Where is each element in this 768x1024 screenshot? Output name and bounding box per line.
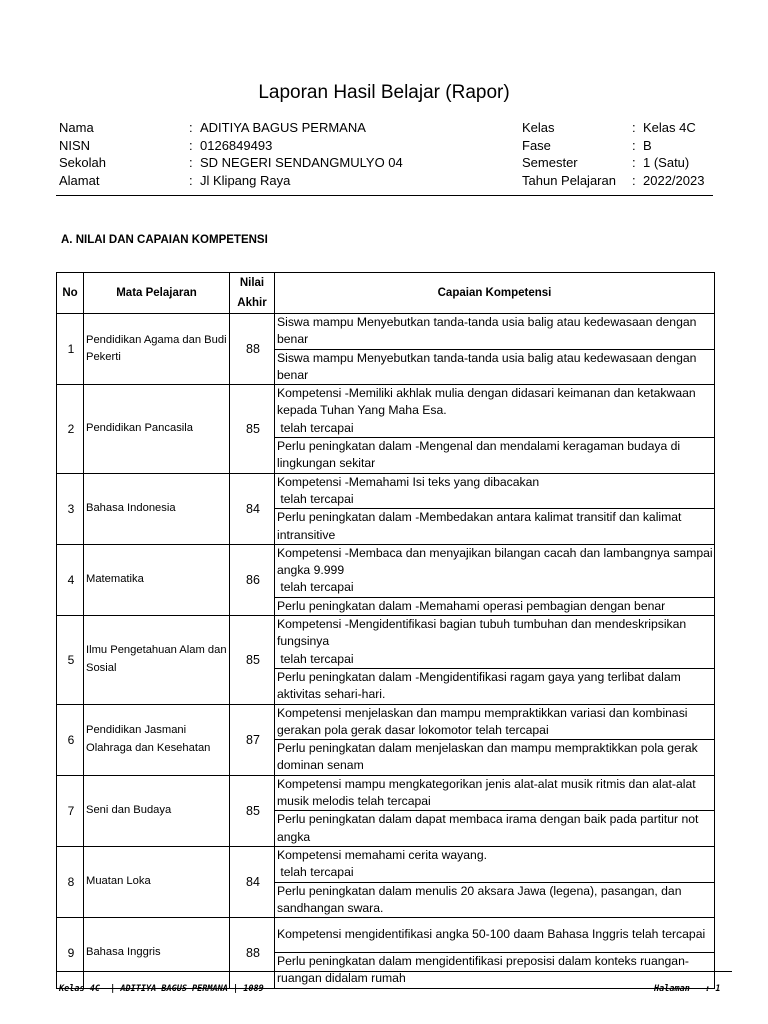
info-colon: :: [189, 155, 193, 170]
header-score: [230, 273, 275, 314]
info-row-alamat: [59, 172, 459, 190]
info-row-nisn: [59, 137, 459, 155]
report-title: Laporan Hasil Belajar (Rapor): [258, 82, 510, 103]
row-number: 8: [57, 846, 84, 917]
row-number: 7: [57, 775, 84, 846]
info-colon: :: [632, 120, 636, 135]
competency-improvement: Perlu peningkatan dalam menulis 20 aksara Jawa (legena), pasangan, dan sandhangan swara.: [275, 882, 715, 918]
subject-name: Seni dan Budaya: [84, 775, 230, 846]
header-competency: Capaian Kompetensi: [275, 273, 715, 314]
table-row: [57, 775, 715, 811]
header-score-line1: Nilai: [239, 277, 265, 289]
final-score: 84: [230, 846, 275, 917]
header-score-line2: Akhir: [237, 297, 267, 309]
final-score: 88: [230, 918, 275, 989]
row-number: 5: [57, 616, 84, 704]
table-row: [57, 544, 715, 597]
table-row: [57, 918, 715, 953]
info-row-nama: [59, 119, 459, 137]
competency-improvement: Perlu peningkatan dalam -Mengidentifikasi ragam gaya yang terlibat dalam aktivitas sehari-hari.: [275, 668, 715, 704]
info-label: Nama: [59, 120, 94, 135]
info-value: ADITIYA BAGUS PERMANA: [200, 120, 366, 135]
info-value: SD NEGERI SENDANGMULYO 04: [200, 155, 403, 170]
subject-name: Pendidikan Agama dan Budi Pekerti: [84, 314, 230, 385]
info-value: 1 (Satu): [643, 155, 690, 170]
table-header-row: [57, 273, 715, 314]
info-colon: :: [632, 172, 636, 188]
row-number: 2: [57, 385, 84, 473]
info-row-semester: [522, 154, 742, 172]
final-score: 85: [230, 385, 275, 473]
info-value: Kelas 4C: [643, 120, 696, 135]
footer-page-number: Halaman : 1: [654, 984, 721, 994]
competency-achieved: Kompetensi -Memahami Isi teks yang dibacakan telah tercapai: [275, 473, 715, 509]
subject-name: Muatan Loka: [84, 846, 230, 917]
competency-achieved: Kompetensi mengidentifikasi angka 50-100 daam Bahasa Inggris telah tercapai: [275, 918, 715, 953]
subject-name: Pendidikan Jasmani Olahraga dan Kesehatan: [84, 704, 230, 775]
section-title: A. NILAI DAN CAPAIAN KOMPETENSI: [61, 234, 268, 246]
info-colon: :: [189, 172, 193, 188]
competency-achieved: Kompetensi -Membaca dan menyajikan bilangan cacah dan lambangnya sampai angka 9.999 telah tercapai: [275, 544, 715, 597]
row-number: 9: [57, 918, 84, 989]
competency-improvement: Perlu peningkatan dalam mengidentifikasi preposisi dalam konteks ruangan-ruangan didalam rumah: [275, 953, 715, 989]
header-no: No: [57, 273, 84, 314]
competency-achieved: Kompetensi memahami cerita wayang. telah tercapai: [275, 846, 715, 882]
competency-achieved: Siswa mampu Menyebutkan tanda-tanda usia balig atau kedewasaan dengan benar: [275, 314, 715, 350]
info-label: Semester: [522, 155, 578, 170]
row-number: 1: [57, 314, 84, 385]
row-number: 4: [57, 544, 84, 615]
info-label: Fase: [522, 137, 551, 153]
grades-table: [56, 272, 715, 989]
info-label: Kelas: [522, 120, 555, 135]
subject-name: Bahasa Inggris: [84, 918, 230, 989]
competency-achieved: Kompetensi -Memiliki akhlak mulia dengan didasari keimanan dan ketakwaan kepada Tuhan Yang Maha Esa. telah tercapai: [275, 385, 715, 438]
info-value: Jl Klipang Raya: [200, 172, 291, 188]
footer-divider: [56, 971, 732, 972]
info-value: 0126849493: [200, 137, 273, 153]
info-value: 2022/2023: [643, 172, 705, 188]
subject-name: Pendidikan Pancasila: [84, 385, 230, 473]
row-number: 3: [57, 473, 84, 544]
table-row: [57, 473, 715, 509]
final-score: 87: [230, 704, 275, 775]
table-row: [57, 616, 715, 669]
competency-improvement: Perlu peningkatan dalam menjelaskan dan mampu mempraktikkan pola gerak dominan senam: [275, 740, 715, 776]
info-colon: :: [189, 120, 193, 135]
info-row-fase: [522, 137, 742, 155]
subject-name: Matematika: [84, 544, 230, 615]
competency-achieved: Kompetensi -Mengidentifikasi bagian tubuh tumbuhan dan mendeskripsikan fungsinya telah tercapai: [275, 616, 715, 669]
info-label: Tahun Pelajaran: [522, 172, 616, 188]
footer-info: Kelas 4C | ADITIYA BAGUS PERMANA | 1089: [59, 984, 264, 994]
final-score: 86: [230, 544, 275, 615]
final-score: 88: [230, 314, 275, 385]
competency-achieved: Kompetensi menjelaskan dan mampu mempraktikkan variasi dan kombinasi gerakan pola gerak dasar lokomotor telah tercapai: [275, 704, 715, 740]
info-row-sekolah: [59, 154, 459, 172]
header-subject: Mata Pelajaran: [84, 273, 230, 314]
row-number: 6: [57, 704, 84, 775]
table-row: [57, 704, 715, 740]
competency-improvement: Perlu peningkatan dalam -Membedakan antara kalimat transitif dan kalimat intransitive: [275, 509, 715, 545]
grades-body: [57, 314, 715, 989]
competency-improvement: Perlu peningkatan dalam dapat membaca irama dengan baik pada partitur not angka: [275, 811, 715, 847]
header-divider: [56, 195, 713, 196]
subject-name: Ilmu Pengetahuan Alam dan Sosial: [84, 616, 230, 704]
student-info: [59, 119, 459, 189]
info-row-tahun-pelajaran: [522, 172, 742, 190]
table-row: [57, 846, 715, 882]
final-score: 85: [230, 616, 275, 704]
competency-improvement: Perlu peningkatan dalam -Mengenal dan mendalami keragaman budaya di lingkungan sekitar: [275, 438, 715, 474]
info-colon: :: [189, 137, 193, 153]
competency-improvement: Perlu peningkatan dalam -Memahami operasi pembagian dengan benar: [275, 597, 715, 615]
final-score: 84: [230, 473, 275, 544]
table-row: [57, 314, 715, 350]
class-info: [522, 119, 742, 189]
info-colon: :: [632, 137, 636, 153]
info-label: Sekolah: [59, 155, 106, 170]
table-row: [57, 385, 715, 438]
competency-improvement: Siswa mampu Menyebutkan tanda-tanda usia balig atau kedewasaan dengan benar: [275, 349, 715, 385]
info-label: NISN: [59, 137, 91, 153]
subject-name: Bahasa Indonesia: [84, 473, 230, 544]
info-label: Alamat: [59, 172, 100, 188]
info-value: B: [643, 137, 652, 153]
info-row-kelas: [522, 119, 742, 137]
competency-achieved: Kompetensi mampu mengkategorikan jenis alat-alat musik ritmis dan alat-alat musik melodis telah tercapai: [275, 775, 715, 811]
final-score: 85: [230, 775, 275, 846]
info-colon: :: [632, 155, 636, 170]
